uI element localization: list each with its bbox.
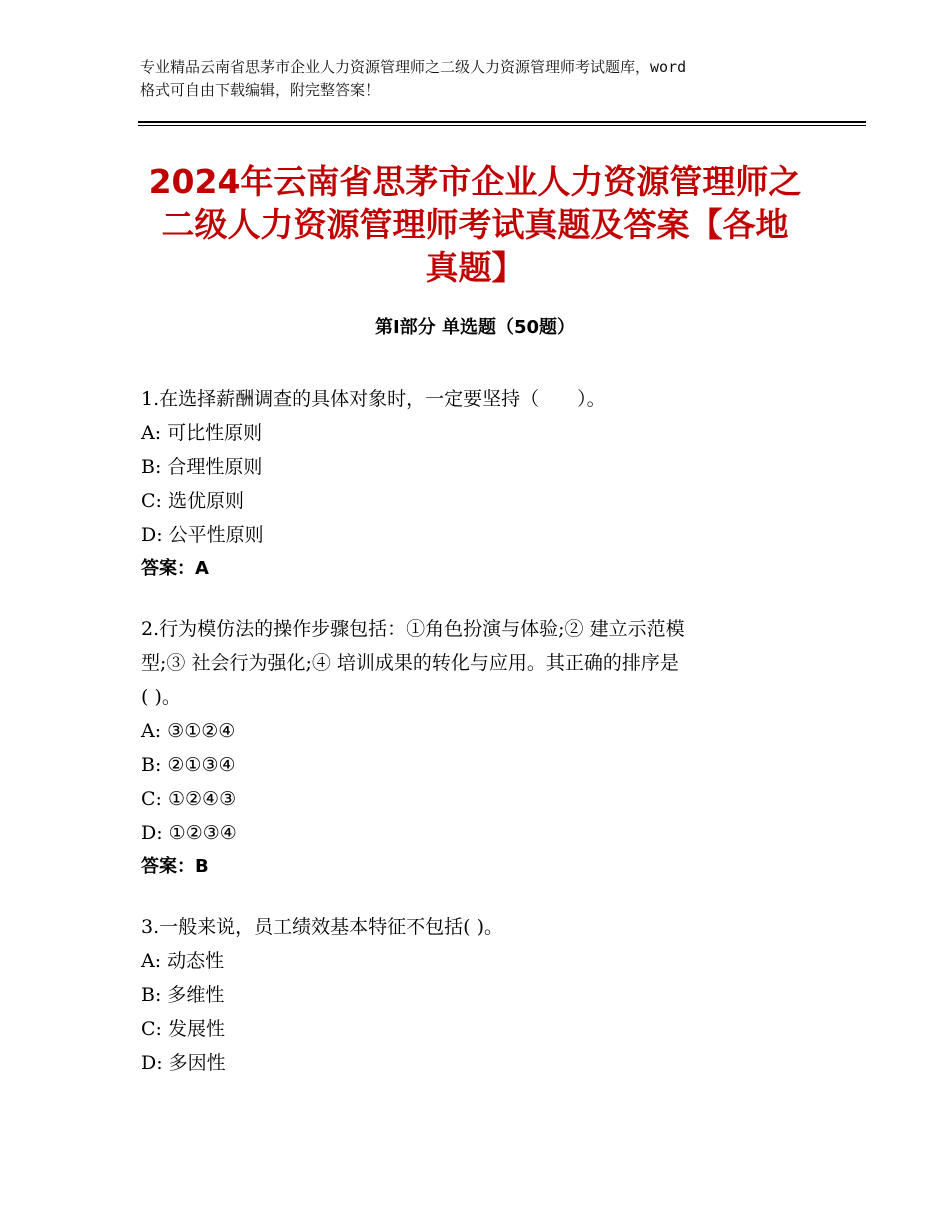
- option-a: A: 可比性原则: [141, 422, 263, 444]
- option-b: B: 合理性原则: [141, 456, 263, 478]
- option-a: A: ③①②④: [141, 720, 236, 742]
- question-stem: 1.在选择薪酬调查的具体对象时，一定要坚持（ ）。: [141, 388, 606, 410]
- document-title: [100, 160, 850, 289]
- question-3: [141, 910, 841, 1080]
- question-stem: ( )。: [141, 686, 181, 708]
- title-line: 真题】: [425, 248, 525, 287]
- header-divider-thick: [138, 121, 866, 123]
- answer: 答案：A: [141, 558, 209, 579]
- option-d: D: 公平性原则: [141, 524, 264, 546]
- header-divider-thin: [138, 125, 866, 126]
- spacer: [141, 884, 841, 910]
- question-stem: 3.一般来说，员工绩效基本特征不包括( )。: [141, 916, 503, 938]
- question-stem: 型;③ 社会行为强化;④ 培训成果的转化与应用。其正确的排序是: [141, 652, 679, 674]
- option-b: B: 多维性: [141, 984, 225, 1006]
- option-d: D: 多因性: [141, 1052, 226, 1074]
- option-b: B: ②①③④: [141, 754, 236, 776]
- option-c: C: ①②④③: [141, 788, 237, 810]
- question-2: [141, 612, 841, 884]
- answer: 答案：B: [141, 856, 209, 877]
- header-note-line: 专业精品云南省思茅市企业人力资源管理师之二级人力资源管理师考试题库，word: [140, 58, 687, 76]
- question-stem: 2.行为模仿法的操作步骤包括：①角色扮演与体验;② 建立示范模: [141, 618, 685, 640]
- question-list: [141, 382, 841, 1080]
- spacer: [141, 586, 841, 612]
- option-c: C: 发展性: [141, 1018, 225, 1040]
- header-note-line: 格式可自由下载编辑，附完整答案！: [140, 81, 381, 99]
- header-note: [140, 56, 840, 102]
- title-line: 2024年云南省思茅市企业人力资源管理师之: [148, 162, 802, 201]
- section-title: 第Ⅰ部分 单选题（50题）: [374, 317, 575, 338]
- option-d: D: ①②③④: [141, 822, 237, 844]
- title-line: 二级人力资源管理师考试真题及答案【各地: [161, 205, 789, 244]
- option-c: C: 选优原则: [141, 490, 244, 512]
- question-1: [141, 382, 841, 586]
- option-a: A: 动态性: [141, 950, 225, 972]
